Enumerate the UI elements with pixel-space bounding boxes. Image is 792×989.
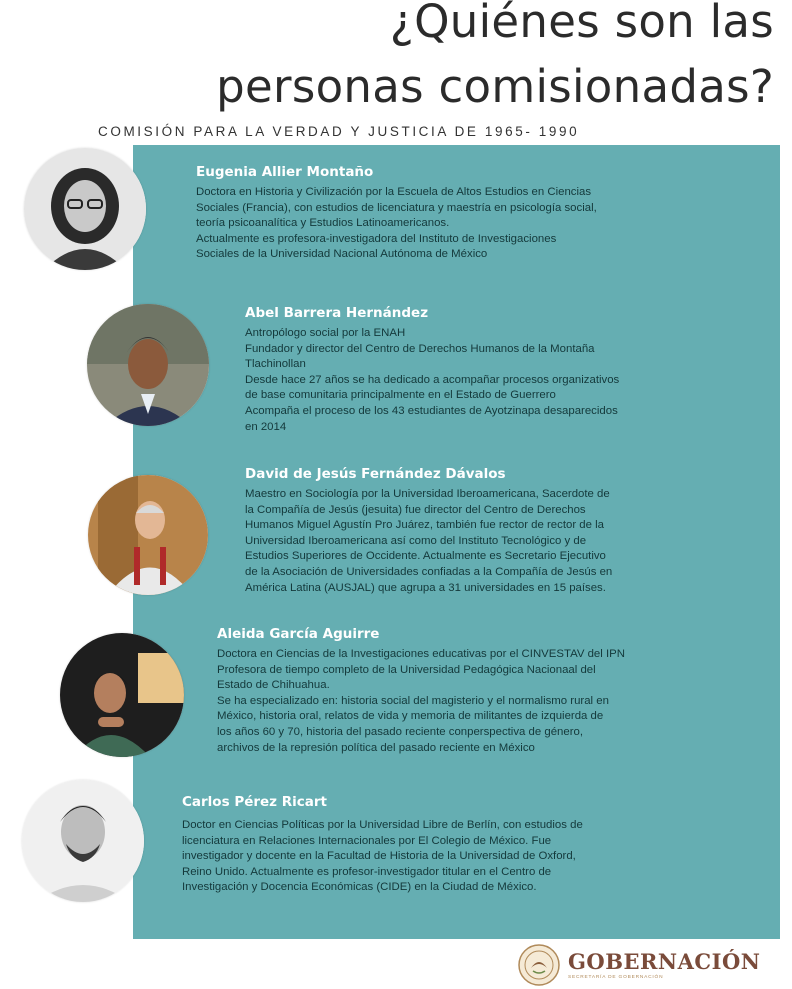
person-photo-icon <box>60 633 184 757</box>
page-title-line-2: personas comisionadas? <box>216 60 774 113</box>
avatar-photo <box>60 633 184 757</box>
person-photo-icon <box>22 780 144 902</box>
person-photo-icon <box>24 148 146 270</box>
person-name: David de Jesús Fernández Dávalos <box>245 466 506 482</box>
person-name: Carlos Pérez Ricart <box>182 794 327 810</box>
person-bio: Maestro en Sociología por la Universidad Iberoamericana, Sacerdote de la Compañía de Jesús (jesuita) fue director del Centro de Derechos Humanos Miguel Agustín Pro Juárez, también fue rector de rector de la Universidad Iberoamericana así como del Instituto Tecnológico y de Estudios Superiores de Occidente. Actualmente es Secretario Ejecutivo de la Asociación de Universidades confiadas a la Compañía de Jesús en América Latina (AUSJAL) que agrupa a 31 universidades en 15 países. <box>245 488 613 594</box>
person-name: Abel Barrera Hernández <box>245 305 429 321</box>
avatar-photo <box>24 148 146 270</box>
person-bio: Doctor en Ciencias Políticas por la Universidad Libre de Berlín, con estudios de licenciatura en Relaciones Internacionales por El Colegio de México. Fue investigador y docente en la Facultad de Historia de la Universidad de Oxford, Reino Unido. Actualmente es profesor-investigador titular en el Centro de Investigación y Docencia Económicas (CIDE) en la Ciudad de México. <box>182 819 583 894</box>
logo-subtext: SECRETARÍA DE GOBERNACIÓN <box>568 975 664 980</box>
page-title-line-1: ¿Quiénes son las <box>389 0 774 48</box>
person-name: Eugenia Allier Montaño <box>196 164 374 180</box>
person-bio: Antropólogo social por la ENAH Fundador y director del Centro de Derechos Humanos de la Montaña Tlachinollan Desde hace 27 años se ha dedicado a acompañar procesos organizativos de base comunitaria principalmente en el Estado de Guerrero Acompaña el proceso de los 43 estudiantes de Ayotzinapa desaparecidos en 2014 <box>245 327 620 433</box>
national-seal-icon <box>518 944 560 986</box>
person-photo-icon <box>88 475 208 595</box>
avatar-photo <box>22 780 144 902</box>
person-name: Aleida García Aguirre <box>217 626 380 642</box>
logo-text: GOBERNACIÓN <box>568 949 761 974</box>
page-subtitle: COMISIÓN PARA LA VERDAD Y JUSTICIA DE 1965- 1990 <box>98 124 580 139</box>
avatar-photo <box>88 475 208 595</box>
person-bio: Doctora en Historia y Civilización por la Escuela de Altos Estudios en Ciencias Sociales (Francia), con estudios de licenciatura y maestría en psicología social, teoría psicoanalítica y Estudios Latinoamericanos. Actualmente es profesora-investigadora del Instituto de Investigaciones Sociales de la Universidad Nacional Autónoma de México <box>196 186 597 261</box>
person-bio: Doctora en Ciencias de la Investigaciones educativas por el CINVESTAV del IPN Profesora de tiempo completo de la Universidad Pedagógica Nacionaal del Estado de Chihuahua. Se ha especializado en: historia social del magisterio y el normalismo rural en México, historia oral, relatos de vida y memoria de militantes de izquierda de los años 60 y 70, historia del pasado reciente conperspectiva de género, archivos de la represión política del pasado reciente en México <box>217 648 625 754</box>
gobernacion-logo <box>518 944 780 986</box>
avatar-photo <box>87 304 209 426</box>
person-photo-icon <box>87 304 209 426</box>
